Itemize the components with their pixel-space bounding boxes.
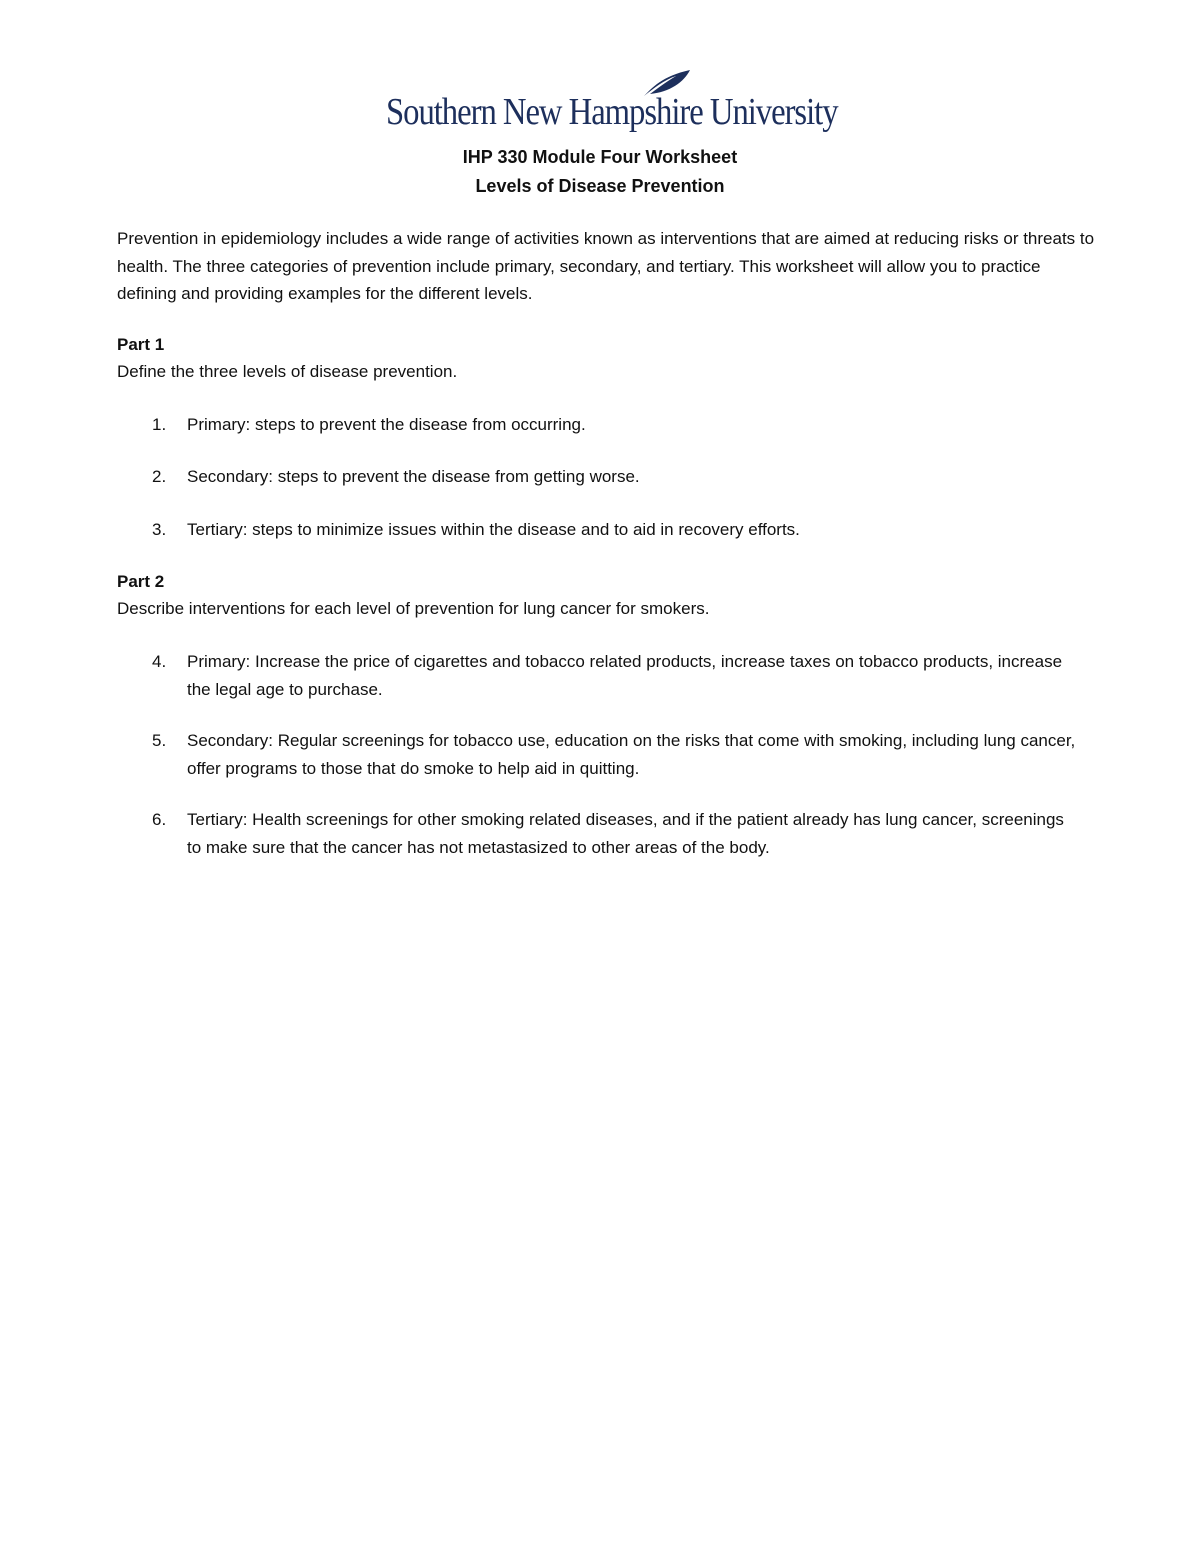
list-item — [117, 516, 1077, 544]
list-number: 3. — [152, 520, 167, 539]
list-text: Tertiary: steps to minimize issues within the disease and to aid in recovery efforts. — [187, 520, 800, 539]
list-text: Secondary: steps to prevent the disease from getting worse. — [187, 467, 640, 486]
document-subtitle: Levels of Disease Prevention — [475, 176, 725, 196]
intro-paragraph: Prevention in epidemiology includes a wide range of activities known as interventions that are aimed at reducing risks or threats to health. The three categories of prevention include primary, secondary, and tertiary. This worksheet will allow you to practice defining and providing examples for the different levels. — [117, 229, 1095, 303]
list-item — [117, 727, 1077, 782]
list-number: 4. — [152, 652, 167, 671]
document-title: IHP 330 Module Four Worksheet — [462, 147, 738, 167]
list-number: 1. — [152, 415, 167, 434]
list-number: 5. — [152, 731, 167, 750]
part1-heading: Part 1 — [117, 335, 165, 354]
list-number: 2. — [152, 467, 167, 486]
list-item — [117, 806, 1077, 861]
list-text: Primary: Increase the price of cigarettes and tobacco related products, increase taxes on tobacco products, increase the legal age to purchase. — [187, 652, 1063, 699]
list-text: Primary: steps to prevent the disease from occurring. — [187, 415, 586, 434]
list-item — [117, 463, 1077, 491]
part1-description: Define the three levels of disease prevention. — [117, 362, 458, 381]
list-number: 6. — [152, 810, 167, 829]
university-logo — [386, 68, 838, 136]
part2-heading: Part 2 — [117, 572, 165, 591]
logo-wordmark: Southern New Hampshire University — [386, 91, 838, 133]
part2-description: Describe interventions for each level of prevention for lung cancer for smokers. — [117, 599, 710, 618]
list-item — [117, 648, 1077, 703]
list-item — [117, 411, 1077, 439]
list-text: Secondary: Regular screenings for tobacco use, education on the risks that come with smoking, including lung cancer, offer programs to those that do smoke to help aid in quitting. — [187, 731, 1076, 778]
list-text: Tertiary: Health screenings for other smoking related diseases, and if the patient already has lung cancer, screenings to make sure that the cancer has not metastasized to other areas of the body. — [187, 810, 1064, 857]
